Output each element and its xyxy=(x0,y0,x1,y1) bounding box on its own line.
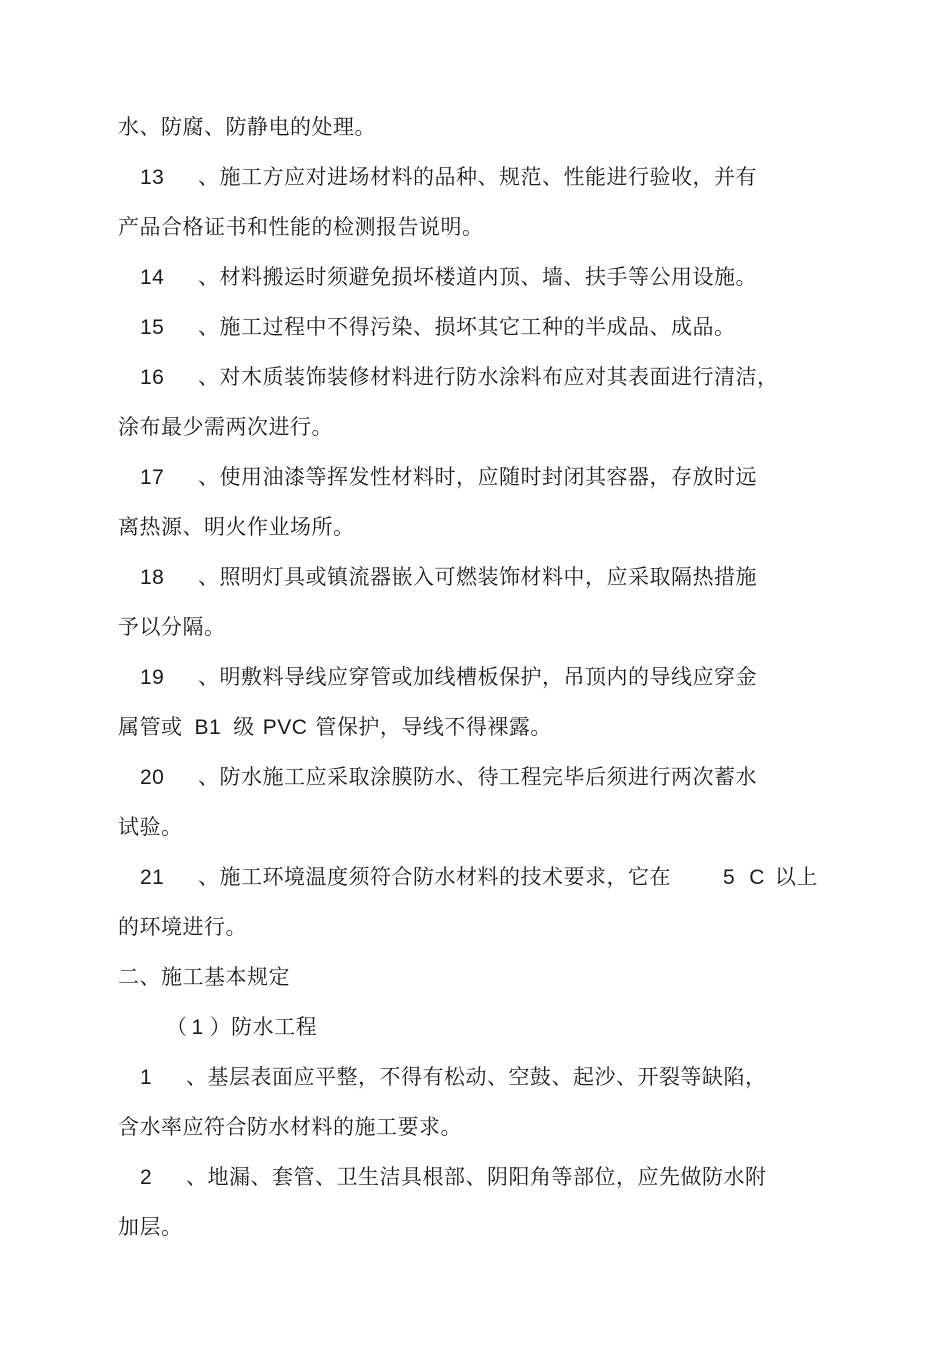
item-number: 19 xyxy=(140,666,165,689)
line-text: 产品合格证书和性能的检测报告说明。 xyxy=(118,215,484,239)
line-text: 加层。 xyxy=(118,1215,183,1239)
line-text: 涂布最少需两次进行。 xyxy=(118,415,333,439)
line-text: 予以分隔。 xyxy=(118,615,226,639)
item-number: 2 xyxy=(140,1166,153,1189)
item-text: 、施工环境温度须符合防水材料的技术要求，它在 xyxy=(198,865,671,889)
item-text: 、对木质装饰装修材料进行防水涂料布应对其表面进行清洁， xyxy=(198,365,779,389)
line-text: B1 xyxy=(194,716,222,739)
line-text: 管保护，导线不得裸露。 xyxy=(315,715,552,739)
item-number: 13 xyxy=(140,166,165,189)
heading-text: 1 xyxy=(191,1016,204,1039)
item-text: 以上 xyxy=(774,865,818,889)
item-text: C xyxy=(749,866,765,889)
numbered-item-20 xyxy=(118,762,757,793)
item-text: 、照明灯具或镇流器嵌入可燃装饰材料中，应采取隔热措施 xyxy=(198,565,757,589)
item-number: 16 xyxy=(140,366,165,389)
subsection-heading xyxy=(166,1012,317,1043)
numbered-item-2 xyxy=(118,1162,767,1193)
text-line xyxy=(118,512,355,542)
item-text: 、施工方应对进场材料的品种、规范、性能进行验收，并有 xyxy=(198,165,757,189)
item-text: 、地漏、套管、卫生洁具根部、阴阳角等部位，应先做防水附 xyxy=(186,1165,767,1189)
item-text: 、使用油漆等挥发性材料时，应随时封闭其容器，存放时远 xyxy=(198,465,757,489)
line-text: 级 xyxy=(233,715,255,739)
item-text: 、防水施工应采取涂膜防水、待工程完毕后须进行两次蓄水 xyxy=(198,765,757,789)
item-text: 5 xyxy=(723,866,736,889)
numbered-item-15 xyxy=(118,312,736,343)
numbered-item-1 xyxy=(118,1062,767,1093)
numbered-item-16 xyxy=(118,362,779,393)
line-text: 含水率应符合防水材料的施工要求。 xyxy=(118,1115,462,1139)
line-text: 试验。 xyxy=(118,815,183,839)
line-text: PVC xyxy=(262,716,308,739)
line-text: 的环境进行。 xyxy=(118,915,247,939)
text-line xyxy=(118,212,484,242)
item-text: 、材料搬运时须避免损坏楼道内顶、墙、扶手等公用设施。 xyxy=(198,265,757,289)
section-heading xyxy=(118,962,290,992)
line-text: 属管或 xyxy=(118,715,183,739)
text-line xyxy=(118,612,226,642)
text-line xyxy=(118,112,376,142)
item-number: 18 xyxy=(140,566,165,589)
text-line xyxy=(118,412,333,442)
item-number: 17 xyxy=(140,466,165,489)
line-text: 水、防腐、防静电的处理。 xyxy=(118,115,376,139)
item-text: 、基层表面应平整，不得有松动、空鼓、起沙、开裂等缺陷， xyxy=(186,1065,767,1089)
item-text: 、施工过程中不得污染、损坏其它工种的半成品、成品。 xyxy=(198,315,736,339)
item-number: 14 xyxy=(140,266,165,289)
numbered-item-17 xyxy=(118,462,757,493)
heading-text: ）防水工程 xyxy=(209,1015,318,1039)
text-line xyxy=(118,712,552,743)
heading-text: 二、施工基本规定 xyxy=(118,965,290,989)
text-line xyxy=(118,812,183,842)
item-number: 15 xyxy=(140,316,165,339)
text-line xyxy=(118,912,247,942)
text-line xyxy=(118,1212,183,1242)
item-number: 21 xyxy=(140,866,165,889)
text-line xyxy=(118,1112,462,1142)
line-text: 离热源、明火作业场所。 xyxy=(118,515,355,539)
item-number: 1 xyxy=(140,1066,153,1089)
heading-text: （ xyxy=(166,1015,188,1039)
numbered-item-14 xyxy=(118,262,757,293)
item-text: 、明敷料导线应穿管或加线槽板保护，吊顶内的导线应穿金 xyxy=(198,665,757,689)
numbered-item-13 xyxy=(118,162,757,193)
numbered-item-19 xyxy=(118,662,757,693)
numbered-item-18 xyxy=(118,562,757,593)
item-number: 20 xyxy=(140,766,165,789)
numbered-item-21 xyxy=(118,862,818,893)
